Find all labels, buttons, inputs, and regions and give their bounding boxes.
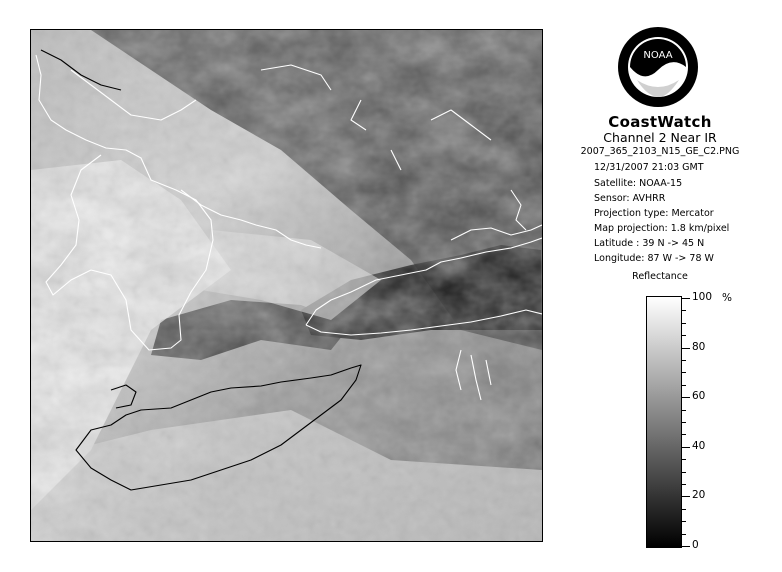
product-title: CoastWatch	[608, 113, 712, 131]
sensor: Sensor: AVHRR	[594, 193, 666, 204]
colorbar-tick	[682, 397, 690, 398]
colorbar-tick	[682, 360, 686, 361]
colorbar-tick-label: 40	[692, 439, 706, 452]
colorbar-tick-label: 100	[692, 291, 713, 303]
colorbar-tick	[682, 496, 690, 497]
channel-label: Channel 2 Near IR	[603, 130, 717, 145]
noaa-logo	[617, 26, 699, 108]
colorbar-tick	[682, 385, 686, 386]
colorbar-tick	[682, 484, 686, 485]
colorbar-tick-label: 60	[692, 390, 706, 403]
satellite: Satellite: NOAA-15	[594, 178, 683, 189]
map-projection: Map projection: 1.8 km/pixel	[594, 223, 730, 234]
satellite-image	[30, 29, 543, 542]
projection-type: Projection type: Mercator	[594, 208, 714, 219]
map-canvas	[31, 30, 542, 541]
colorbar-tick	[682, 521, 686, 522]
colorbar-tick-label: 0	[692, 539, 699, 551]
latitude-range: Latitude : 39 N -> 45 N	[594, 238, 705, 249]
colorbar-tick	[682, 372, 686, 373]
colorbar-tick	[682, 298, 690, 299]
colorbar-tick	[682, 422, 686, 423]
colorbar-tick	[682, 310, 686, 311]
colorbar-tick-label: 20	[692, 489, 706, 502]
colorbar-tick	[682, 323, 686, 324]
logo-text: NOAA	[643, 50, 673, 61]
colorbar-tick-label: 80	[692, 340, 706, 353]
longitude-range: Longitude: 87 W -> 78 W	[594, 253, 714, 264]
colorbar-label: Reflectance	[632, 271, 688, 282]
colorbar-tick	[682, 447, 690, 448]
datetime: 12/31/2007 21:03 GMT	[594, 162, 704, 173]
filename: 2007_365_2103_N15_GE_C2.PNG	[580, 146, 740, 157]
colorbar-tick	[682, 410, 686, 411]
colorbar-tick	[682, 348, 690, 349]
colorbar-tick	[682, 534, 686, 535]
colorbar-tick	[682, 472, 686, 473]
colorbar-unit: %	[722, 292, 732, 304]
colorbar-tick	[682, 546, 690, 547]
colorbar-tick	[682, 434, 686, 435]
colorbar-tick	[682, 509, 686, 510]
colorbar-tick	[682, 459, 686, 460]
colorbar-tick	[682, 335, 686, 336]
colorbar	[646, 296, 682, 548]
